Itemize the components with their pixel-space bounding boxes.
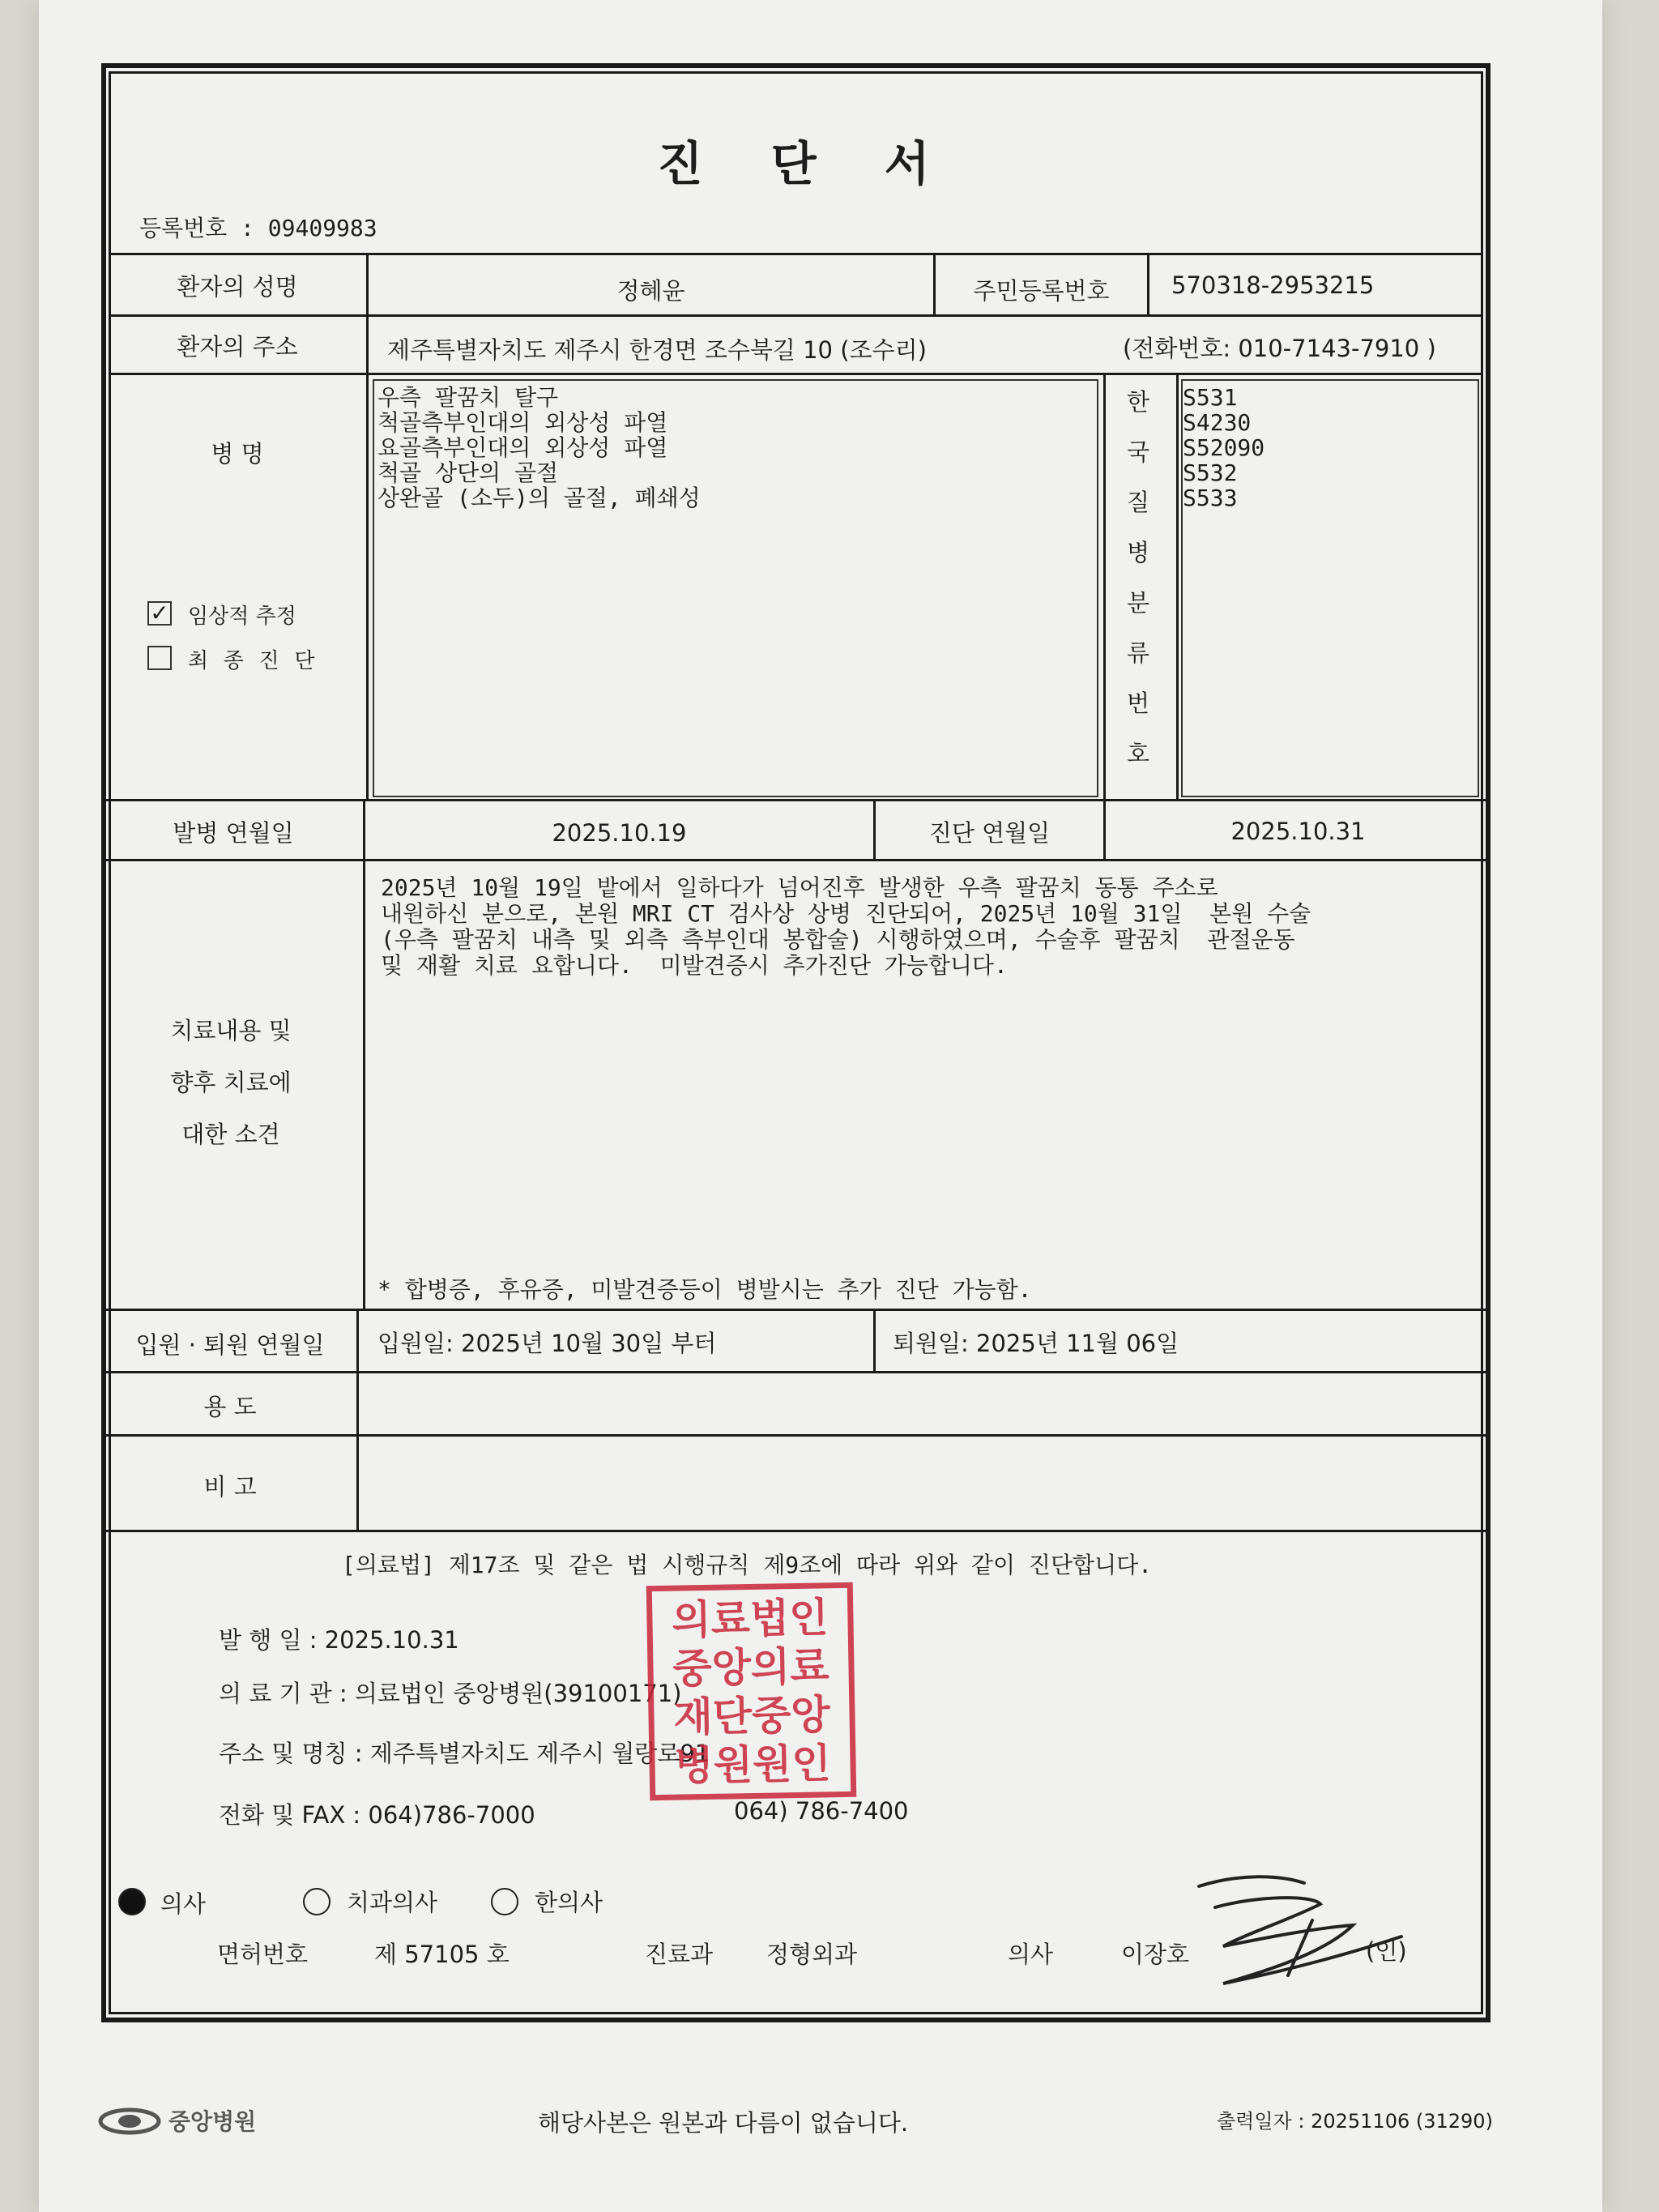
legal-statement: [의료법] 제17조 및 같은 법 시행규칙 제9조에 따라 위와 같이 진단합니다. xyxy=(342,1552,1153,1578)
department-label: 진료과 xyxy=(645,1941,714,1968)
onset-date-label: 발병 연월일 xyxy=(173,819,294,847)
diagnosis-item: 척골 상단의 골절 xyxy=(377,459,559,486)
doctor-radio-label: 의사 xyxy=(160,1890,207,1918)
issue-date: 발 행 일 : 2025.10.31 xyxy=(219,1626,459,1654)
code-item: S532 xyxy=(1183,459,1238,486)
treatment-label-line2: 향후 치료에 xyxy=(170,1069,292,1096)
institution-fax: 064) 786-7400 xyxy=(734,1797,909,1825)
doctor-seal-mark: (인) xyxy=(1366,1937,1407,1965)
code-item: S533 xyxy=(1183,485,1238,511)
institution-address: 주소 및 명칭 : 제주특별자치도 제주시 월랑로91 xyxy=(219,1740,710,1767)
disease-name-label: 병 명 xyxy=(211,440,264,468)
treatment-label-line3: 대한 소견 xyxy=(181,1121,280,1148)
diagnosis-item: 우측 팔꿈치 탈구 xyxy=(377,384,559,411)
onset-date-value: 2025.10.19 xyxy=(552,819,687,847)
row-line-3 xyxy=(109,373,1483,375)
row-line-6 xyxy=(101,1309,1491,1311)
treatment-note: * 합병증, 후유증, 미발견증등이 병발시는 추가 진단 가능함. xyxy=(377,1276,1032,1303)
treatment-label-line1: 치료내용 및 xyxy=(170,1017,292,1044)
diagnosis-item: 상완골 (소두)의 골절, 폐쇄성 xyxy=(377,485,701,511)
resident-col-line xyxy=(1147,253,1149,314)
logo-text: 중앙병원 xyxy=(168,2108,257,2135)
diagnosis-date-value: 2025.10.31 xyxy=(1230,818,1366,845)
row-line-5 xyxy=(101,859,1491,861)
clinical-estimate-checkbox[interactable]: ✓ xyxy=(147,601,172,626)
kcd-left-line xyxy=(1103,373,1106,799)
kcd-label: 한 국 질 병 분 류 번 호 xyxy=(1126,388,1149,767)
discharge-date: 퇴원일: 2025년 11월 06일 xyxy=(893,1330,1179,1357)
patient-phone: (전화번호: 010-7143-7910 ) xyxy=(1123,335,1436,362)
final-diagnosis-checkbox[interactable] xyxy=(147,646,172,670)
code-item: S531 xyxy=(1183,384,1238,411)
patient-address-value: 제주특별자치도 제주시 한경면 조수북길 10 (조수리) xyxy=(387,336,927,364)
row-line-9 xyxy=(101,1530,1491,1532)
purpose-label: 용 도 xyxy=(203,1393,257,1420)
label-col-line-mid xyxy=(363,799,365,1309)
document-title: 진 단 서 xyxy=(657,136,935,191)
doctor-label: 의사 xyxy=(1008,1941,1054,1968)
doctor-name: 이장호 xyxy=(1121,1941,1190,1968)
final-diagnosis-label: 최 종 진 단 xyxy=(188,649,319,673)
resident-number-label: 주민등록번호 xyxy=(973,277,1110,305)
code-list xyxy=(1183,385,1265,510)
dentist-radio-label: 치과의사 xyxy=(347,1889,438,1916)
license-number: 제 57105 호 xyxy=(374,1941,510,1968)
oriental-doctor-radio[interactable] xyxy=(491,1888,518,1915)
row-line-4 xyxy=(104,799,1491,801)
diagnosis-item: 요골측부인대의 외상성 파열 xyxy=(377,434,668,461)
oriental-doctor-radio-label: 한의사 xyxy=(535,1889,603,1916)
doctor-radio[interactable] xyxy=(118,1888,146,1915)
label-col-line-top xyxy=(366,253,369,799)
row-line-8 xyxy=(101,1434,1491,1437)
institution-phone: 전화 및 FAX : 064)786-7000 xyxy=(219,1801,535,1829)
doctor-signature xyxy=(1191,1872,1410,1993)
admission-date: 입원일: 2025년 10월 30일 부터 xyxy=(377,1330,717,1357)
treatment-text: 2025년 10월 19일 밭에서 일하다가 넘어진후 발생한 우측 팔꿈치 동통 주소로 내원하신 분으로, 본원 MRI CT 검사상 상병 진단되어, 2025년 10월 31일 본원 수술 (우측 팔꿈치 내측 및 외측 측부인대 봉합술) 시행하였으며, 수술후 팔꿈치 관절운동 및 재활 치료 요합니다. 미발견증시 추가진단 가능합니다. xyxy=(381,874,1311,979)
patient-name-label: 환자의 성명 xyxy=(177,273,298,301)
admission-period-label: 입원 · 퇴원 연월일 xyxy=(135,1331,325,1359)
patient-name-value: 정혜윤 xyxy=(616,277,685,305)
code-item: S52090 xyxy=(1183,434,1265,461)
hospital-logo xyxy=(96,2105,314,2137)
patient-address-label: 환자의 주소 xyxy=(177,333,298,361)
copy-certification-note: 해당사본은 원본과 다름이 없습니다. xyxy=(538,2109,909,2137)
department-value: 정형외과 xyxy=(766,1941,858,1968)
institution: 의 료 기 관 : 의료법인 중앙병원(39100171) xyxy=(219,1680,682,1707)
dentist-radio[interactable] xyxy=(303,1888,331,1915)
hospital-seal-stamp: 의료법인 중앙의료 재단중앙 병원원인 xyxy=(646,1582,857,1800)
license-label: 면허번호 xyxy=(217,1941,309,1968)
registration-number: 등록번호 : 09409983 xyxy=(139,215,377,241)
row-line-1 xyxy=(109,253,1483,255)
row-line-2 xyxy=(109,314,1483,317)
row-line-7 xyxy=(101,1371,1491,1373)
diagnosis-date-label: 진단 연월일 xyxy=(928,819,1051,847)
remarks-label: 비 고 xyxy=(203,1473,257,1501)
code-item: S4230 xyxy=(1183,409,1252,436)
logo-emblem-center xyxy=(118,2115,141,2128)
clinical-estimate-label: 임상적 추정 xyxy=(188,604,296,629)
kcd-right-line xyxy=(1176,373,1179,799)
signature-stroke xyxy=(1199,1877,1401,1984)
diagnosis-item: 척골측부인대의 외상성 파열 xyxy=(377,409,668,436)
admit-col-line xyxy=(873,1309,876,1371)
resident-number-value: 570318-2953215 xyxy=(1171,271,1375,299)
diagnosis-list xyxy=(377,385,701,510)
print-date: 출력일자 : 20251106 (31290) xyxy=(1217,2110,1493,2133)
